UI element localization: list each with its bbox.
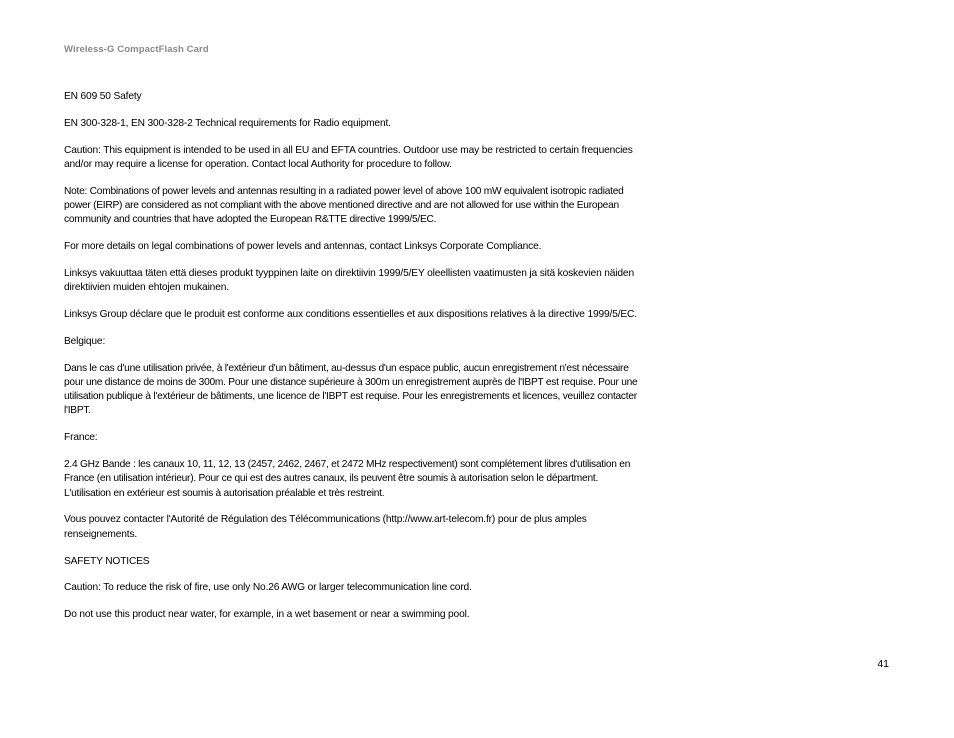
paragraph-art-contact: Vous pouvez contacter l'Autorité de Régulation des Télécommunications (http://www.art-telecom.fr) pour de plus amples renseignements.	[64, 514, 587, 540]
paragraph-water-warning: Do not use this product near water, for example, in a wet basement or near a swimming pool.	[64, 609, 470, 621]
document-body	[64, 90, 644, 635]
paragraph-safety-notices-heading: SAFETY NOTICES	[64, 555, 150, 567]
paragraph-fire-caution: Caution: To reduce the risk of fire, use only No.26 AWG or larger telecommunication line cord.	[64, 582, 472, 594]
paragraph-belgique-details: Dans le cas d'une utilisation privée, à l'extérieur d'un bâtiment, au-dessus d'un espace public, aucun enregistrement n'est nécessaire pour une distance de moins de 300m. Pour une distance supérieure à 300m un enregistrement auprès de l'IBPT est requise. Pour une utilisation publique à l'extérieur de bâtiments, une licence de l'IBPT est requise. Pour les enregistrements et licences, veuillez contacter l'IBPT.	[64, 362, 638, 417]
paragraph-belgique-heading: Belgique:	[64, 335, 106, 347]
paragraph-france-heading: France:	[64, 432, 98, 444]
paragraph-safety-standard: EN 609 50 Safety	[64, 91, 142, 102]
paragraph-power-levels-note: Note: Combinations of power levels and antennas resulting in a radiated power level of above 100 mW equivalent isotropic radiated power (EIRP) are considered as not compliant with the above mentioned directive and are not allowed for use within the European community and countries that have adopted the European R&TTE directive 1999/5/EC.	[64, 185, 624, 226]
paragraph-caution-eu: Caution: This equipment is intended to be used in all EU and EFTA countries. Outdoor use may be restricted to certain frequencies and/or may require a license for operation. Contact local Authority for procedure to follow.	[64, 144, 633, 170]
paragraph-finnish-declaration: Linksys vakuuttaa täten että dieses produkt tyyppinen laite on direktiivin 1999/5/EY oleellisten vaatimusten ja sitä koskevien näiden direktiivien muiden ehtojen mukainen.	[64, 267, 634, 294]
paragraph-radio-requirements: EN 300-328-1, EN 300-328-2 Technical requirements for Radio equipment.	[64, 117, 391, 129]
running-header: Wireless-G CompactFlash Card	[64, 44, 209, 55]
paragraph-french-declaration: Linksys Group déclare que le produit est conforme aux conditions essentielles et aux dispositions relatives à la directive 1999/5/EC.	[64, 308, 637, 320]
page-number: 41	[877, 658, 889, 670]
paragraph-legal-combinations: For more details on legal combinations of power levels and antennas, contact Linksys Corporate Compliance.	[64, 241, 542, 253]
paragraph-france-details: 2.4 GHz Bande : les canaux 10, 11, 12, 13 (2457, 2462, 2467, et 2472 MHz respectivement) sont complétement libres d'utilisation en France (en utilisation intérieur). Pour ce qui est des autres canaux, ils peuvent être soumis à autorisation selon le départment. L'utilisation en extérieur est soumis à autorisation préalable et très restreint.	[64, 459, 631, 499]
